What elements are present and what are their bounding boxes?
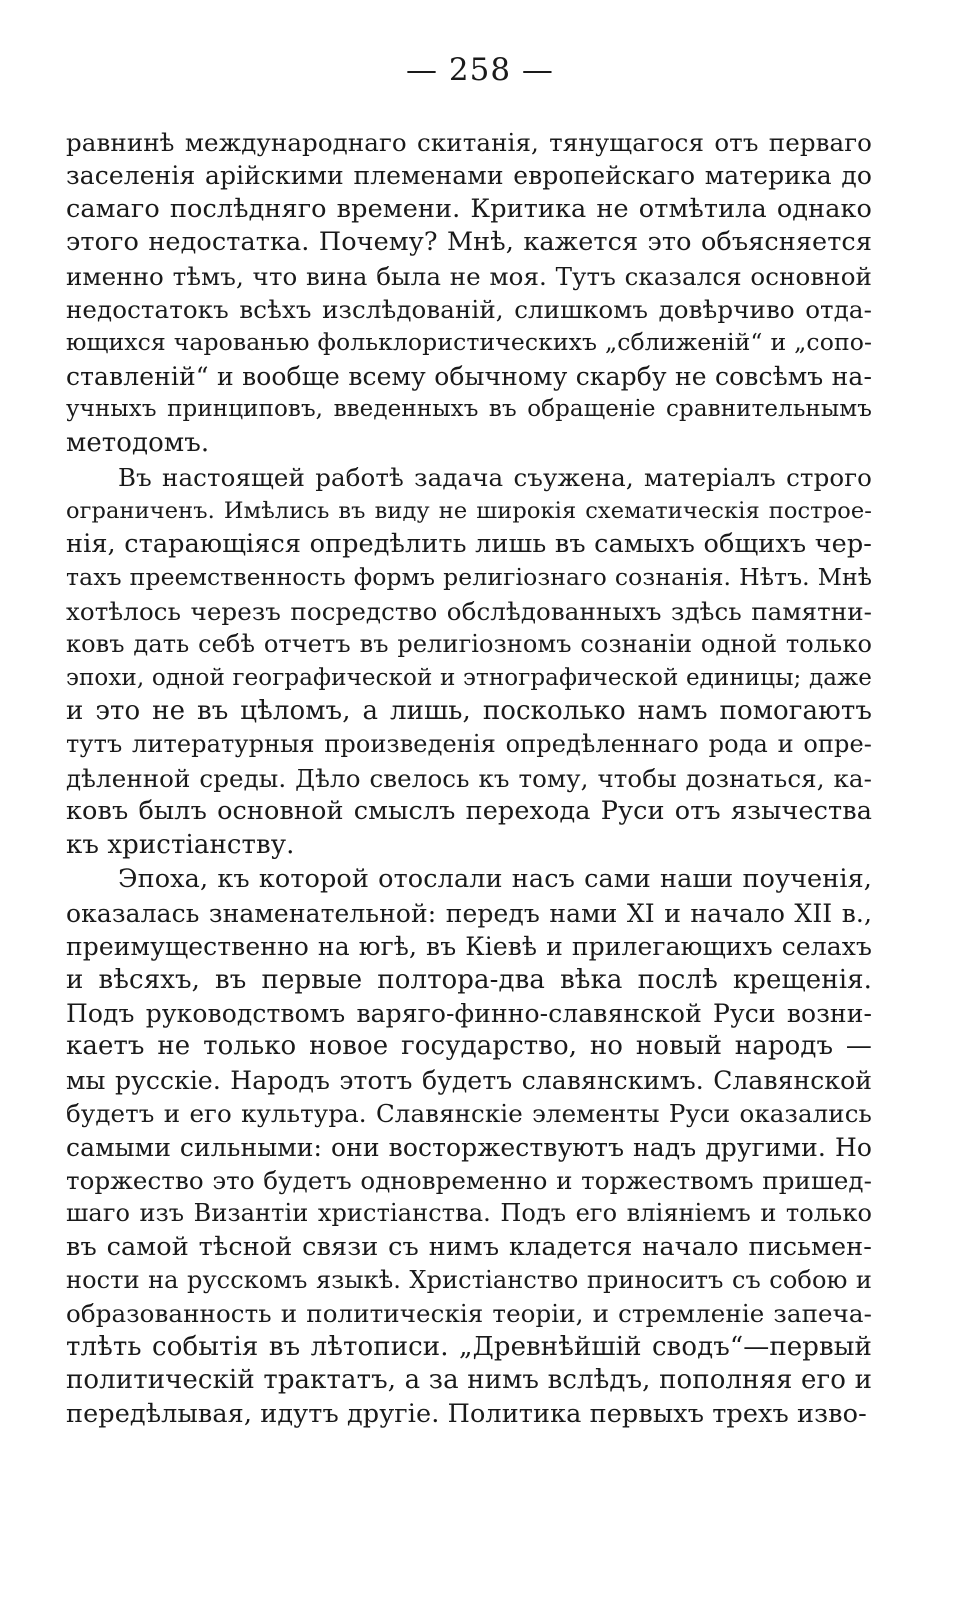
text-line: каетъ не только новое государство, но новый народъ — [66, 1031, 872, 1062]
text-line: заселенія арійскими племенами европейскаго материка до [66, 161, 872, 191]
text-line: ставленій“ и вообще всему обычному скарбу не совсѣмъ на- [66, 361, 872, 391]
text-line: будетъ и его культура. Славянскіе элементы Руси оказались [66, 1099, 872, 1129]
text-line: именно тѣмъ, что вина была не моя. Тутъ сказался основной [66, 261, 872, 291]
text-line: ковъ былъ основной смыслъ перехода Руси отъ язычества [66, 796, 872, 827]
text-line: ющихся чарованью фольклористическихъ „сближеній“ и „сопо- [66, 328, 872, 357]
body-text [66, 126, 872, 1432]
text-line: образованность и политическія теоріи, и стремленіе запеча- [66, 1299, 872, 1329]
text-line: тлѣть событія въ лѣтописи. „Древнѣйшій сводъ“—первый [66, 1331, 872, 1362]
text-line: дѣленной среды. Дѣло свелось къ тому, чтобы дознаться, ка- [66, 763, 872, 793]
text-line: хотѣлось черезъ посредство обслѣдованныхъ здѣсь памятни- [66, 596, 872, 626]
text-line: учныхъ принциповъ, введенныхъ въ обращеніе сравнительнымъ [66, 396, 872, 423]
text-line: нія, старающіяся опредѣлить лишь въ самыхъ общихъ чер- [66, 529, 872, 560]
text-line: равнинѣ международнаго скитанія, тянущагося отъ перваго [66, 128, 872, 157]
text-line: самаго послѣдняго времени. Критика не отмѣтила однако [66, 193, 872, 224]
text-line: Эпоха, къ которой отослали насъ сами наши поученія, [118, 864, 872, 895]
text-line: Въ настоящей работѣ задача съужена, матеріалъ строго [118, 463, 872, 493]
text-line: оказалась знаменательной: передъ нами XI и начало XII в., [66, 898, 872, 928]
text-line: тутъ литературныя произведенія опредѣленнаго рода и опре- [66, 730, 872, 759]
text-line: методомъ. [66, 427, 210, 458]
text-line: ковъ дать себѣ отчетъ въ религіозномъ сознаніи одной только [66, 630, 872, 659]
text-line: передѣлывая, идутъ другіе. Политика первыхъ трехъ изво- [66, 1398, 867, 1429]
text-line: мы русскіе. Народъ этотъ будетъ славянскимъ. Славянской [66, 1065, 872, 1095]
text-line: ограниченъ. Имѣлись въ виду не широкія схематическія построе- [66, 497, 872, 524]
text-line: Подъ руководствомъ варяго-финно-славянской Руси возни- [66, 998, 872, 1028]
page-number: — 258 — [406, 52, 554, 88]
text-line: въ самой тѣсной связи съ нимъ кладется начало письмен- [66, 1231, 872, 1262]
text-line: этого недостатка. Почему? Мнѣ, кажется это объясняется [66, 227, 872, 258]
text-line: эпохи, одной географической и этнографической единицы; даже [66, 664, 872, 691]
paragraph [66, 126, 872, 460]
text-line: и это не въ цѣломъ, а лишь, посколько намъ помогаютъ [66, 696, 872, 727]
text-line: политическій трактатъ, а за нимъ вслѣдъ, пополняя его и [66, 1365, 872, 1396]
text-line: шаго изъ Византіи христіанства. Подъ его вліяніемъ и только [66, 1199, 872, 1228]
text-line: самыми сильными: они восторжествуютъ надъ другими. Но [66, 1132, 872, 1162]
text-line: къ христіанству. [66, 829, 295, 860]
text-line: тахъ преемственность формъ религіознаго сознанія. Нѣтъ. Мнѣ [66, 563, 872, 592]
paragraph [66, 863, 872, 1431]
text-line: недостатокъ всѣхъ изслѣдованій, слишкомъ довѣрчиво отда- [66, 294, 872, 324]
text-line: преимущественно на югѣ, въ Кіевѣ и прилегающихъ селахъ [66, 932, 872, 962]
text-line: торжество это будетъ одновременно и торжествомъ пришед- [66, 1165, 872, 1195]
paragraph [66, 461, 872, 862]
text-line: и вѣсяхъ, въ первые полтора-два вѣка послѣ крещенія. [66, 964, 872, 995]
text-line: ности на русскомъ языкѣ. Христіанство приноситъ съ собою и [66, 1266, 872, 1295]
